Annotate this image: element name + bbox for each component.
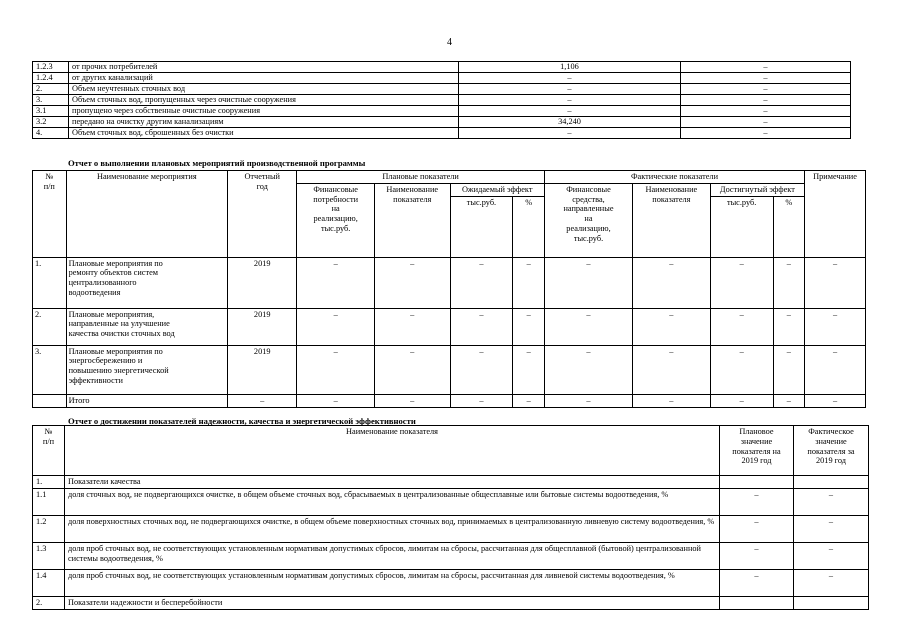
fact-value: – — [681, 106, 851, 117]
row-name: от других канализаций — [69, 73, 459, 84]
header-plan-rub: тыс.руб. — [450, 196, 513, 257]
plan-effect-pct: – — [513, 394, 545, 407]
table-row — [33, 345, 866, 394]
table-row — [33, 476, 869, 489]
fact-value: – — [794, 543, 869, 570]
table-row — [33, 73, 851, 84]
header-fact-pct: % — [773, 196, 804, 257]
plan-value: – — [720, 489, 794, 516]
indicator-name: Показатели надежности и бесперебойности — [65, 597, 720, 610]
table-row — [33, 489, 869, 516]
fact-value — [794, 476, 869, 489]
plan-indicator: – — [374, 345, 450, 394]
report-year: 2019 — [228, 345, 297, 394]
fact-effect-pct: – — [773, 308, 804, 345]
header-fact-rub: тыс.руб. — [710, 196, 773, 257]
header-num: № п/п — [33, 426, 65, 476]
header-plan: Плановые показатели — [297, 171, 545, 184]
fact-effect-rub: – — [710, 257, 773, 308]
row-name: Объем неучтенных сточных вод — [69, 84, 459, 95]
indicator-name: Показатели качества — [65, 476, 720, 489]
measure-name: Плановые мероприятия по ремонту объектов систем централизованного водоотведения — [66, 257, 228, 308]
row-number: 1.2.4 — [33, 73, 69, 84]
table-row — [33, 516, 869, 543]
fact-indicator: – — [633, 257, 711, 308]
fact-value: – — [681, 84, 851, 95]
measure-name: Плановые мероприятия по энергосбережению и повышению энергетической эффективности — [66, 345, 228, 394]
row-name: от прочих потребителей — [69, 62, 459, 73]
table-row — [33, 570, 869, 597]
plan-value — [720, 597, 794, 610]
plan-value: – — [720, 516, 794, 543]
row-number: 1.2 — [33, 516, 65, 543]
fact-value — [794, 597, 869, 610]
header-fact-effect: Достигнутый эффект — [710, 183, 804, 196]
plan-finance: – — [297, 345, 375, 394]
header-note: Примечание — [805, 171, 866, 258]
plan-value: 1,106 — [459, 62, 681, 73]
header-fact-finance: Финансовые средства, направленные на реализацию, тыс.руб. — [544, 183, 632, 257]
measure-name: Плановые мероприятия, направленные на улучшение качества очистки сточных вод — [66, 308, 228, 345]
section-title-measures: Отчет о выполнении плановых мероприятий производственной программы — [68, 158, 366, 168]
plan-finance: – — [297, 308, 375, 345]
report-year: – — [228, 394, 297, 407]
fact-indicator: – — [633, 308, 711, 345]
indicator-name: доля сточных вод, не подвергающихся очистке, в общем объеме сточных вод, сбрасываемых в централизованные общесплавные или бытовые системы водоотведения, % — [65, 489, 720, 516]
fact-effect-pct: – — [773, 257, 804, 308]
row-number: 3.1 — [33, 106, 69, 117]
row-name: Объем сточных вод, пропущенных через очистные сооружения — [69, 95, 459, 106]
row-number: 1.1 — [33, 489, 65, 516]
plan-effect-pct: – — [513, 257, 545, 308]
fact-value: – — [681, 95, 851, 106]
plan-value: – — [459, 84, 681, 95]
plan-indicator: – — [374, 257, 450, 308]
table-row — [33, 597, 869, 610]
table-row — [33, 308, 866, 345]
fact-effect-rub: – — [710, 394, 773, 407]
table-row — [33, 106, 851, 117]
fact-value: – — [681, 62, 851, 73]
fact-indicator: – — [633, 394, 711, 407]
plan-effect-rub: – — [450, 308, 513, 345]
header-indicator-name: Наименование показателя — [65, 426, 720, 476]
table-row — [33, 128, 851, 139]
fact-finance: – — [544, 345, 632, 394]
volume-table — [32, 61, 851, 139]
plan-value: – — [459, 106, 681, 117]
plan-value: – — [459, 128, 681, 139]
section-title-indicators: Отчет о достижении показателей надежности, качества и энергетической эффективности — [68, 416, 416, 426]
fact-value: – — [681, 117, 851, 128]
header-year: Отчетный год — [228, 171, 297, 258]
fact-finance: – — [544, 257, 632, 308]
plan-effect-pct: – — [513, 345, 545, 394]
fact-effect-pct: – — [773, 345, 804, 394]
plan-finance: – — [297, 257, 375, 308]
header-fact: Фактические показатели — [544, 171, 804, 184]
total-label: Итого — [66, 394, 228, 407]
header-fact-indicator: Наименование показателя — [633, 183, 711, 257]
table-row — [33, 95, 851, 106]
header-num: № п/п — [33, 171, 67, 258]
plan-value: – — [459, 73, 681, 84]
measures-table — [32, 170, 866, 408]
fact-finance: – — [544, 308, 632, 345]
note: – — [805, 394, 866, 407]
header-measure-name: Наименование мероприятия — [66, 171, 228, 258]
fact-value: – — [681, 73, 851, 84]
plan-finance: – — [297, 394, 375, 407]
page-number: 4 — [447, 37, 452, 48]
row-number: 2. — [33, 597, 65, 610]
row-number: 2. — [33, 84, 69, 95]
plan-effect-rub: – — [450, 257, 513, 308]
row-number — [33, 394, 67, 407]
row-name: передано на очистку другим канализациям — [69, 117, 459, 128]
fact-effect-pct: – — [773, 394, 804, 407]
plan-value: 34,240 — [459, 117, 681, 128]
fact-value: – — [794, 570, 869, 597]
fact-indicator: – — [633, 345, 711, 394]
note: – — [805, 308, 866, 345]
header-plan-value: Плановое значение показателя на 2019 год — [720, 426, 794, 476]
report-year: 2019 — [228, 308, 297, 345]
fact-value: – — [681, 128, 851, 139]
indicators-table — [32, 425, 869, 610]
plan-indicator: – — [374, 308, 450, 345]
header-plan-finance: Финансовые потребности на реализацию, тыс.руб. — [297, 183, 375, 257]
row-name: пропущено через собственные очистные сооружения — [69, 106, 459, 117]
row-number: 1.3 — [33, 543, 65, 570]
table-row — [33, 543, 869, 570]
note: – — [805, 257, 866, 308]
row-number: 1. — [33, 257, 67, 308]
row-number: 3. — [33, 95, 69, 106]
row-number: 4. — [33, 128, 69, 139]
fact-value: – — [794, 489, 869, 516]
indicator-name: доля проб сточных вод, не соответствующих установленным нормативам допустимых сбросов, лимитам на сбросы, рассчитанная для общесплавной (бытовой) централизованной системы водоотведения, % — [65, 543, 720, 570]
plan-value: – — [720, 570, 794, 597]
row-name: Объем сточных вод, сброшенных без очистки — [69, 128, 459, 139]
table-row — [33, 117, 851, 128]
row-number: 2. — [33, 308, 67, 345]
header-plan-indicator: Наименование показателя — [374, 183, 450, 257]
plan-indicator: – — [374, 394, 450, 407]
row-number: 1.4 — [33, 570, 65, 597]
fact-effect-rub: – — [710, 308, 773, 345]
header-plan-pct: % — [513, 196, 545, 257]
table-row — [33, 84, 851, 95]
plan-value: – — [720, 543, 794, 570]
fact-effect-rub: – — [710, 345, 773, 394]
row-number: 1.2.3 — [33, 62, 69, 73]
report-year: 2019 — [228, 257, 297, 308]
plan-effect-rub: – — [450, 394, 513, 407]
plan-value — [720, 476, 794, 489]
note: – — [805, 345, 866, 394]
plan-value: – — [459, 95, 681, 106]
plan-effect-rub: – — [450, 345, 513, 394]
total-row — [33, 394, 866, 407]
indicator-name: доля поверхностных сточных вод, не подвергающихся очистке, в общем объеме поверхностных сточных вод, принимаемых в централизованную ливневую систему водоотведения, % — [65, 516, 720, 543]
indicator-name: доля проб сточных вод, не соответствующих установленным нормативам допустимых сбросов, лимитам на сбросы, рассчитанная для ливневой системы водоотведения, % — [65, 570, 720, 597]
table-row — [33, 62, 851, 73]
row-number: 1. — [33, 476, 65, 489]
header-plan-effect: Ожидаемый эффект — [450, 183, 544, 196]
plan-effect-pct: – — [513, 308, 545, 345]
row-number: 3. — [33, 345, 67, 394]
table-row — [33, 257, 866, 308]
fact-value: – — [794, 516, 869, 543]
row-number: 3.2 — [33, 117, 69, 128]
header-fact-value: Фактическое значение показателя за 2019 год — [794, 426, 869, 476]
fact-finance: – — [544, 394, 632, 407]
